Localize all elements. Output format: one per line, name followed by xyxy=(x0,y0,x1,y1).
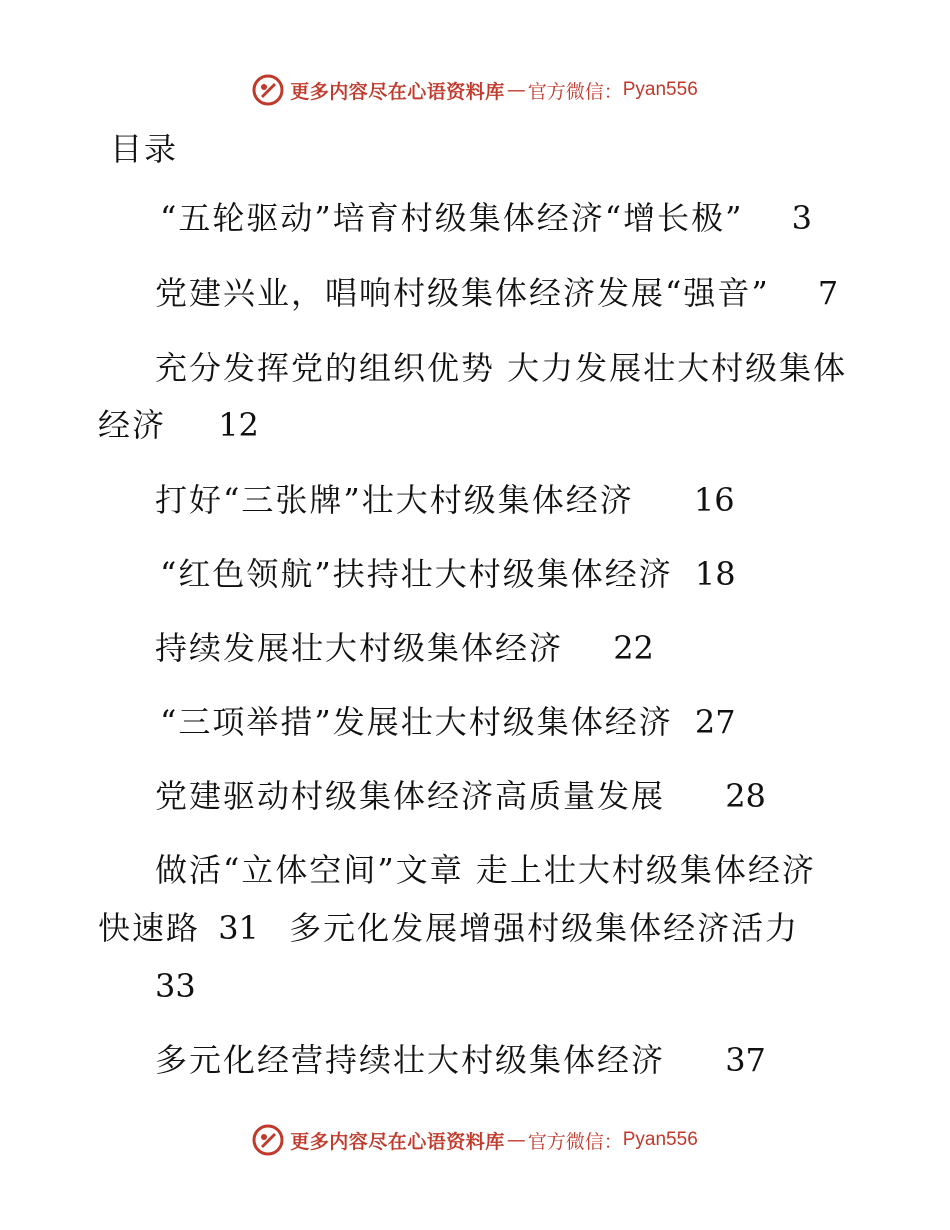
toc-entry-page: 16 xyxy=(693,481,735,519)
toc-entry-title: “红色领航”扶持壮大村级集体经济 xyxy=(160,555,673,593)
toc-entry-continued[interactable] xyxy=(98,405,259,445)
logo-icon xyxy=(252,1124,284,1156)
toc-entry-title: 持续发展壮大村级集体经济 xyxy=(155,629,564,667)
banner-dash: — xyxy=(506,1129,526,1151)
toc-entry-continued[interactable] xyxy=(98,908,799,948)
toc-entry-page: 28 xyxy=(725,777,766,815)
toc-entry-title: 党建兴业，唱响村级集体经济发展“强音” xyxy=(155,274,770,312)
toc-entry-page: 7 xyxy=(817,274,839,312)
toc-entry-page: 33 xyxy=(155,967,196,1005)
toc-entry-page: 18 xyxy=(694,555,736,593)
banner-main-text: 更多内容尽在心语资料库 xyxy=(290,80,505,103)
toc-entry-title: 党建驱动村级集体经济高质量发展 xyxy=(155,777,666,815)
page-title: 目录 xyxy=(110,130,179,168)
banner-sub-text: 官方微信： xyxy=(527,1130,623,1153)
toc-entry-title: 多元化发展增强村级集体经济活力 xyxy=(289,909,800,947)
toc-entry-page: 27 xyxy=(694,703,736,741)
toc-entry-title: 做活“立体空间”文章 走上壮大村级集体经济 xyxy=(155,851,816,889)
toc-entry-title: 充分发挥党的组织优势 大力发展壮大村级集体 xyxy=(155,349,848,387)
toc-entry-page: 37 xyxy=(725,1041,766,1079)
toc-entry-page: 12 xyxy=(218,406,259,444)
toc-entry[interactable] xyxy=(155,480,735,520)
toc-entry-title: “五轮驱动”培育村级集体经济“增长极” xyxy=(160,199,744,237)
toc-entry-page: 31 xyxy=(218,909,259,947)
toc-entry-title-cont: 快速路 xyxy=(98,909,201,947)
toc-entry-title-cont: 经济 xyxy=(98,406,167,444)
toc-entry[interactable] xyxy=(160,702,736,742)
toc-entry[interactable] xyxy=(160,554,736,594)
toc-entry[interactable] xyxy=(155,273,838,313)
toc-entry[interactable] xyxy=(155,348,847,388)
banner-wechat-id: Pyan556 xyxy=(622,1129,698,1150)
toc-entry[interactable] xyxy=(155,850,816,890)
banner-main-text: 更多内容尽在心语资料库 xyxy=(290,1130,505,1153)
toc-entry[interactable] xyxy=(155,776,766,816)
toc-entry-title: 打好“三张牌”壮大村级集体经济 xyxy=(155,481,634,519)
banner-sub-text: 官方微信： xyxy=(527,80,623,103)
toc-entry-title: “三项举措”发展壮大村级集体经济 xyxy=(160,703,673,741)
toc-entry-page: 22 xyxy=(613,629,654,667)
toc-entry[interactable] xyxy=(155,1040,766,1080)
toc-entry-page: 3 xyxy=(791,199,812,237)
toc-entry[interactable] xyxy=(160,198,812,238)
footer-banner xyxy=(0,1120,950,1160)
toc-entry[interactable] xyxy=(155,628,654,668)
banner-wechat-id: Pyan556 xyxy=(622,79,698,100)
banner-dash: — xyxy=(506,79,526,101)
toc-entry-page-wrap[interactable] xyxy=(155,966,196,1006)
toc-entry-title: 多元化经营持续壮大村级集体经济 xyxy=(155,1041,666,1079)
